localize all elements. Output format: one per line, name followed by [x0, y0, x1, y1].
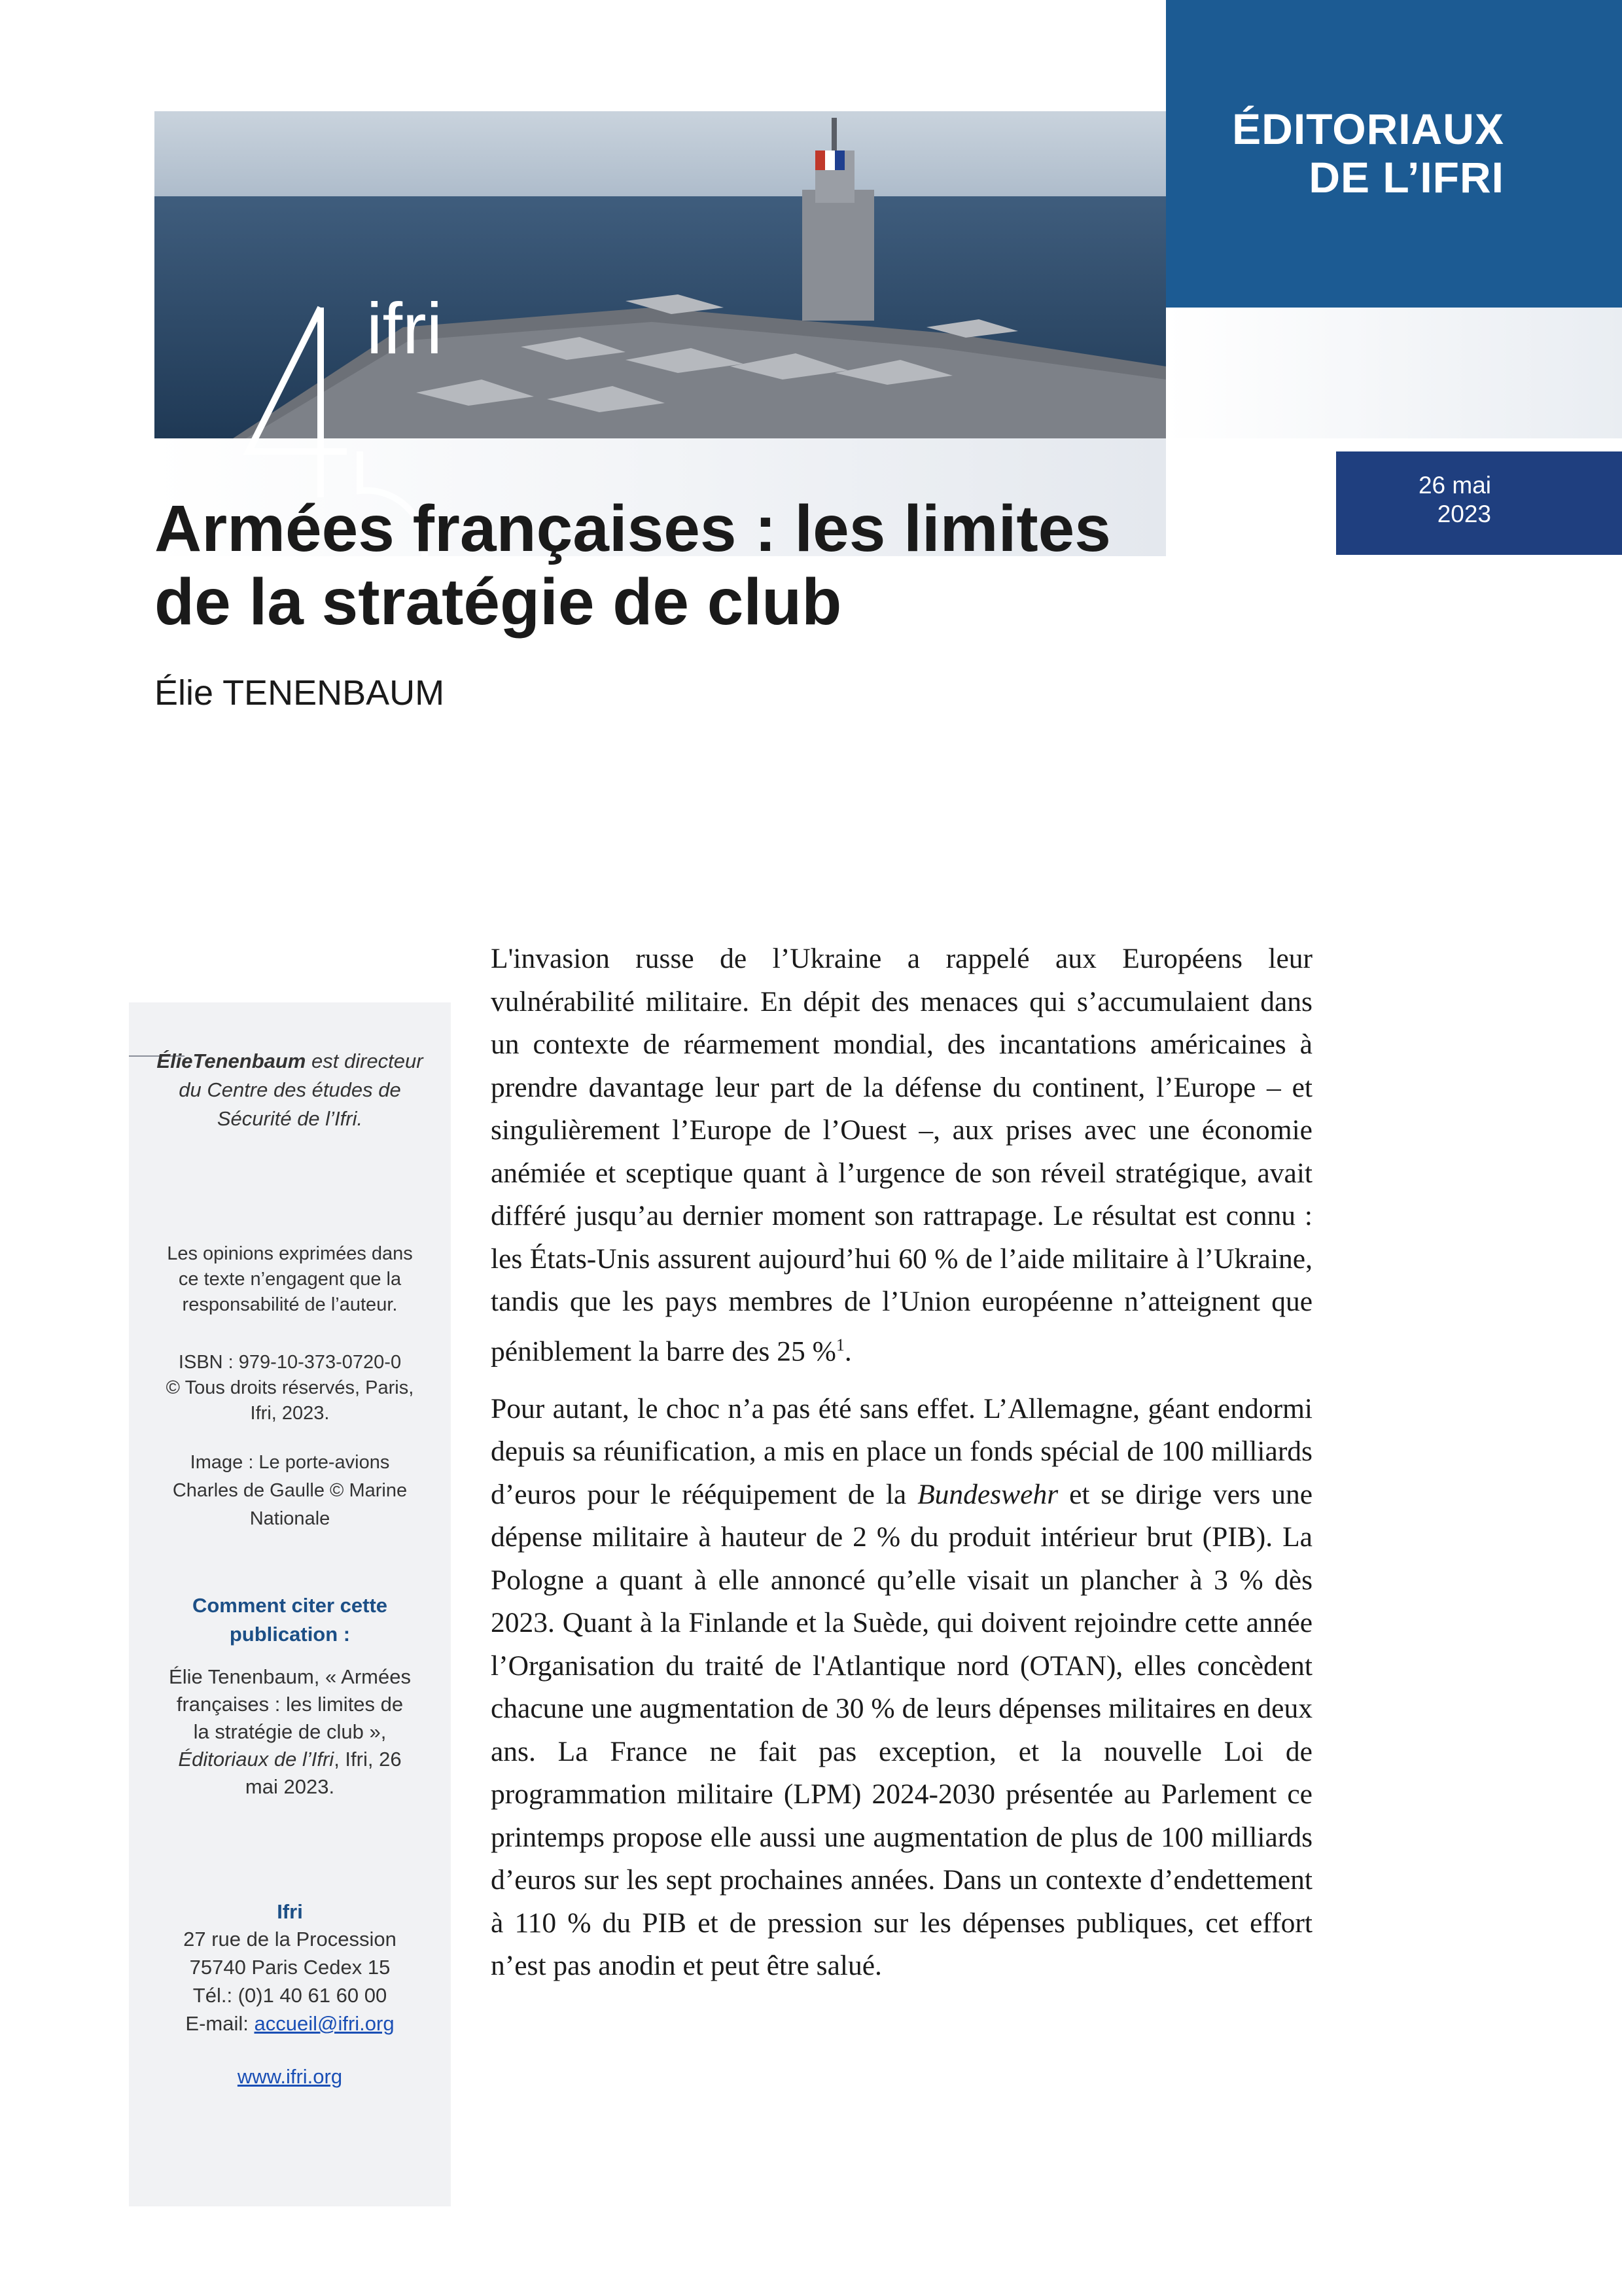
- article-author: Élie TENENBAUM: [154, 673, 445, 713]
- article-title: Armées françaises : les limites de la stratégie de club: [154, 492, 1111, 639]
- email-link[interactable]: accueil@ifri.org: [254, 2012, 395, 2035]
- org-name: Ifri: [277, 1900, 303, 1923]
- citation-journal: Éditoriaux de l’Ifri: [178, 1748, 334, 1771]
- footnote-ref[interactable]: 1: [836, 1335, 845, 1354]
- citation-end: , Ifri, 26 mai 2023.: [245, 1748, 402, 1798]
- image-credit: Image : Le porte-avions Charles de Gaulle © Marine Nationale: [172, 1452, 408, 1529]
- contact-block: [129, 1925, 451, 2038]
- logo-text: ifri: [366, 289, 443, 369]
- rights-block: [129, 1350, 451, 1426]
- email-label: E-mail:: [185, 2012, 255, 2035]
- address-line1: 27 rue de la Procession: [183, 1928, 397, 1951]
- citation: [129, 1663, 451, 1801]
- series-title-line2: DE L’IFRI: [1309, 153, 1504, 202]
- author-bio: [129, 1047, 451, 1133]
- series-title-line1: ÉDITORIAUX: [1232, 105, 1504, 153]
- paragraph-1: [491, 938, 1313, 1373]
- citation-text: Élie Tenenbaum, « Armées françaises : les limites de la stratégie de club »,: [169, 1665, 411, 1743]
- publication-date: 26 mai 2023: [1418, 472, 1491, 527]
- paragraph-1-text: L'invasion russe de l’Ukraine a rappelé aux Européens leur vulnérabilité militaire. En dépit des menaces qui s’accumulaient dans un contexte de réarmement mondial, des incantations américaines à prendre davantage leur part de la défense du continent, l’Europe – et singulièrement l’Europe de l’Ouest –, aux prises avec une économie anémiée et sceptique quant à l’urgence de son réveil stratégique, avait différé jusqu’au dernier moment son rattrapage. Le résultat est connu : les États-Unis assurent aujourd’hui 60 % de l’aide militaire à l’Ukraine, tandis que les pays membres de l’Union européenne n’atteignent que péniblement la barre des 25 %: [491, 943, 1313, 1367]
- website-link[interactable]: www.ifri.org: [237, 2065, 343, 2088]
- paragraph-2-italic: Bundeswehr: [917, 1478, 1059, 1510]
- phone: Tél.: (0)1 40 61 60 00: [192, 1984, 387, 2007]
- address-line2: 75740 Paris Cedex 15: [189, 1956, 391, 1979]
- paragraph-1-end: .: [844, 1335, 852, 1367]
- series-title: [1232, 105, 1504, 202]
- bio-text: est directeur du Centre des études de Sécurité de l’Ifri.: [179, 1050, 423, 1130]
- disclaimer: Les opinions exprimées dans ce texte n’engagent que la responsabilité de l’auteur.: [167, 1243, 413, 1315]
- isbn: ISBN : 979-10-373-0720-0: [178, 1352, 402, 1373]
- cite-heading: Comment citer cette publication :: [192, 1594, 388, 1646]
- series-header: [1166, 0, 1622, 308]
- paragraph-2-text-b: et se dirige vers une dépense militaire à hauteur de 2 % du produit intérieur brut (PIB). La Pologne a quant à elle annoncé qu’elle visait un plancher à 3 % dès 2023. Quant à la Finlande et la Suède, qui doivent rejoindre cette année l’Organisation du traité de l'Atlantique nord (OTAN), elles concèdent chacune une augmentation de 30 % de leurs dépenses militaires en deux ans. La France ne fait pas exception, et la nouvelle Loi de programmation militaire (LPM) 2024-2030 présentée au Parlement ce printemps propose elle aussi une augmentation de plus de 100 milliards d’euros sur les sept prochaines années. Dans un contexte d’endettement à 110 % du PIB et de pression sur les dépenses publiques, cet effort n’est pas anodin et peut être salué.: [491, 1478, 1313, 1981]
- paragraph-2-text-a: Pour autant, le choc n’a pas été sans effet. L’Allemagne, géant endormi depuis sa réunification, a mis en place un fonds spécial de 100 milliards d’euros pour le rééquipement de la: [491, 1392, 1313, 1510]
- copyright: © Tous droits réservés, Paris, Ifri, 2023.: [166, 1377, 414, 1424]
- paragraph-2: [491, 1388, 1313, 1988]
- bio-name: ÉlieTenenbaum: [156, 1050, 306, 1072]
- header-fade-band: [1166, 308, 1622, 438]
- email-line: [129, 2009, 451, 2038]
- article-body: [491, 938, 1313, 2002]
- website-line: [129, 2062, 451, 2091]
- date-box: [1336, 451, 1622, 555]
